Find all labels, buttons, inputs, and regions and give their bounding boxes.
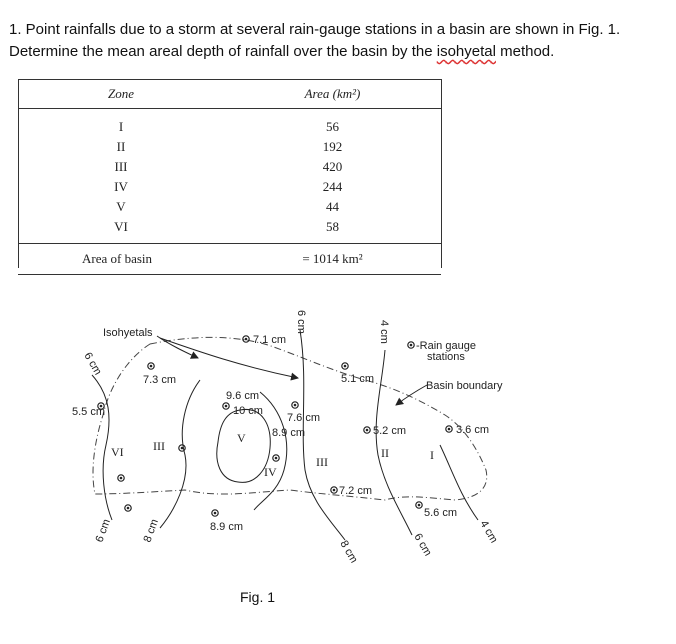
legend-rain-gauge-line2: stations <box>427 351 465 363</box>
zone-label: II <box>381 446 389 460</box>
zone-cell: II <box>116 139 126 154</box>
zone-label: I <box>430 448 434 462</box>
station-label: 8.9 cm <box>272 427 306 439</box>
legend-isohyetals: Isohyetals <box>103 327 153 339</box>
isohyet-label: 10 cm <box>233 405 263 417</box>
question-line-2-start: Determine the mean areal depth of rainfall over the basin by the <box>9 43 437 60</box>
area-cell: 420 <box>322 159 343 174</box>
isohyet-label: 6 cm <box>411 531 434 559</box>
zone-cell: III <box>114 159 128 174</box>
figure-caption: Fig. 1 <box>240 589 276 605</box>
zone-cell: V <box>116 199 126 214</box>
zone-label: IV <box>264 465 277 479</box>
area-cell: 58 <box>326 219 339 234</box>
area-cell: 56 <box>326 119 339 134</box>
isohyet-label: 6 cm <box>295 310 307 334</box>
station-label: 9.6 cm <box>226 390 260 402</box>
question-line-2-end: method. <box>495 43 555 60</box>
total-value: = 1014 km² <box>224 244 441 275</box>
isohyet-label: 4 cm <box>477 518 500 546</box>
station-label: 3.6 cm <box>456 424 490 436</box>
zone-label: V <box>237 431 246 445</box>
area-cell: 44 <box>326 199 339 214</box>
isohyet-label: 4 cm <box>378 320 390 344</box>
station-label: 8.9 cm <box>210 521 244 533</box>
question-line-1: 1. Point rainfalls due to a storm at several rain-gauge stations in a basin are shown in Fig. 1. <box>9 21 621 38</box>
station-label: 5.1 cm <box>341 373 375 385</box>
zone-cell: I <box>118 119 124 134</box>
isohyet-label: 6 cm <box>93 517 113 545</box>
station-label: 5.6 cm <box>424 507 458 519</box>
isohyet-10cm <box>217 409 270 482</box>
zone-label: III <box>153 439 165 453</box>
header-area: Area (km²) <box>224 80 441 109</box>
station-label: 7.2 cm <box>339 485 373 497</box>
isohyet-8cm-left <box>160 380 200 528</box>
area-cell: 244 <box>322 179 343 194</box>
zone-label: III <box>316 455 328 469</box>
header-zone: Zone <box>18 80 224 109</box>
station-label: 7.3 cm <box>143 374 177 386</box>
total-label: Area of basin <box>18 244 224 275</box>
station-label: 5.2 cm <box>373 425 407 437</box>
zone-label: VI <box>111 445 124 459</box>
isohyet-label: 8 cm <box>141 517 161 545</box>
isohyet-label: 5.5 cm <box>72 406 106 418</box>
zone-cell: IV <box>114 179 128 194</box>
station-label: 7.6 cm <box>287 412 321 424</box>
isohyet-label: 8 cm <box>337 538 360 566</box>
station-label: 7.1 cm <box>253 334 287 346</box>
legend-basin-boundary: Basin boundary <box>426 380 503 392</box>
spellcheck-word: isohyetal <box>436 43 496 60</box>
isohyet-label: 6 cm <box>81 350 104 378</box>
isohyet-4cm-center <box>376 350 412 535</box>
zone-cell: VI <box>114 219 128 234</box>
isohyet-6cm-center <box>300 330 345 540</box>
legend-rain-gauge-line1: -Rain gauge <box>416 340 476 352</box>
isohyet-6cm-left <box>92 375 112 520</box>
area-cell: 192 <box>322 139 343 154</box>
